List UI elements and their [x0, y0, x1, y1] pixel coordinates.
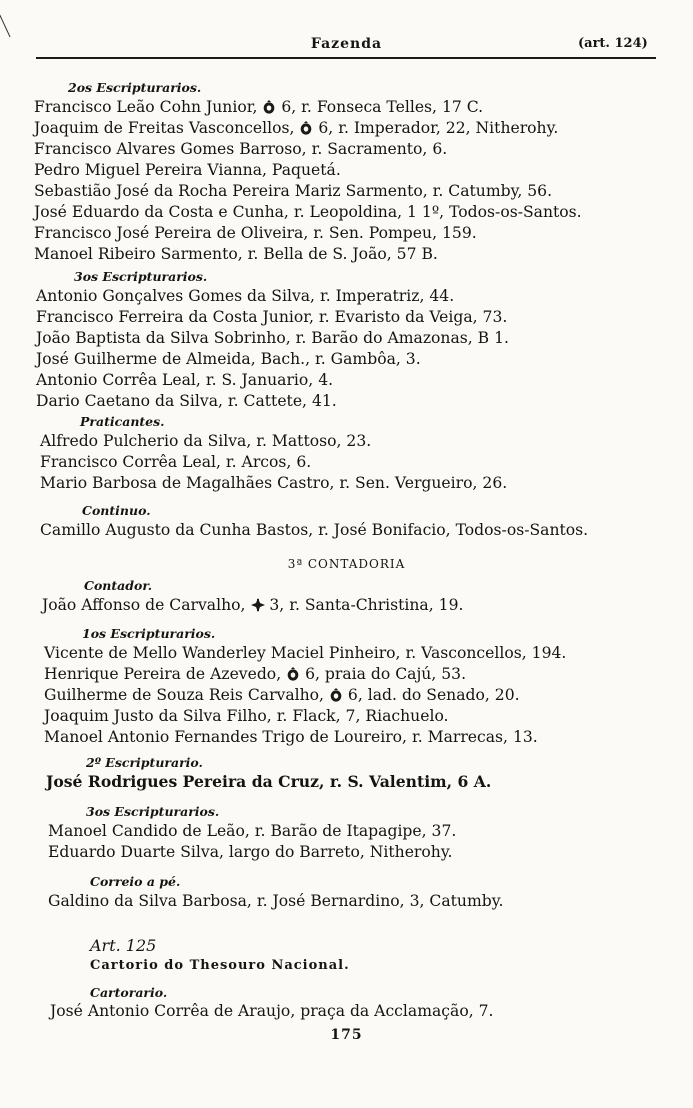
entry-text: João Affonso de Carvalho, [42, 596, 251, 614]
article-reference: (art. 124) [578, 36, 648, 51]
section-heading: 2º Escripturario. [86, 755, 203, 770]
entry-line: Manoel Candido de Leão, r. Barão de Itapagipe, 37. [48, 822, 457, 840]
entry-line [42, 596, 463, 614]
entry-line: Dario Caetano da Silva, r. Cattete, 41. [36, 392, 337, 410]
section-heading: Contador. [84, 578, 153, 593]
article-label: Art. 125 [90, 936, 157, 955]
entry-text: 6, r. Fonseca Telles, 17 C. [276, 98, 484, 116]
section-heading: 1os Escripturarios. [82, 626, 216, 641]
entry-text: 3, r. Santa-Christina, 19. [264, 596, 464, 614]
entry-line: Eduardo Duarte Silva, largo do Barreto, Nitherohy. [48, 843, 453, 861]
entry-line: Manoel Ribeiro Sarmento, r. Bella de S. João, 57 B. [34, 245, 438, 263]
entry-line: Alfredo Pulcherio da Silva, r. Mattoso, 23. [40, 432, 372, 450]
entry-line: José Rodrigues Pereira da Cruz, r. S. Valentim, 6 A. [46, 772, 492, 791]
entry-text: Francisco Leão Cohn Junior, [34, 98, 263, 116]
section-heading: Correio a pé. [90, 874, 181, 889]
entry-text: 6, r. Imperador, 22, Nitherohy. [313, 119, 559, 137]
entry-text: Guilherme de Souza Reis Carvalho, [44, 686, 329, 704]
entry-line: Sebastião José da Rocha Pereira Mariz Sarmento, r. Catumby, 56. [34, 182, 553, 200]
entry-text: Joaquim de Freitas Vasconcellos, [34, 119, 300, 137]
entry-line [34, 98, 483, 116]
maltese-cross-icon [251, 598, 263, 612]
entry-line: José Guilherme de Almeida, Bach., r. Gambôa, 3. [36, 350, 421, 368]
entry-line: Galdino da Silva Barbosa, r. José Bernardino, 3, Catumby. [48, 892, 504, 910]
entry-line: Francisco Corrêa Leal, r. Arcos, 6. [40, 453, 312, 471]
entry-line: João Baptista da Silva Sobrinho, r. Barão do Amazonas, B 1. [36, 329, 509, 347]
order-medal-icon [287, 667, 299, 681]
section-heading: Continuo. [82, 503, 151, 518]
section-heading: Cartorario. [90, 985, 168, 1000]
print-mark [0, 13, 11, 37]
section-heading: 3os Escripturarios. [74, 269, 208, 284]
entry-line: Pedro Miguel Pereira Vianna, Paquetá. [34, 161, 341, 179]
entry-line [44, 665, 466, 683]
entry-line: Antonio Gonçalves Gomes da Silva, r. Imperatriz, 44. [36, 287, 455, 305]
section-title: 3ª CONTADORIA [287, 557, 406, 571]
section-heading: 2os Escripturarios. [68, 80, 202, 95]
section-heading: Praticantes. [80, 414, 165, 429]
entry-text: Henrique Pereira de Azevedo, [44, 665, 287, 683]
entry-line: Antonio Corrêa Leal, r. S. Januario, 4. [36, 371, 334, 389]
header-rule [36, 57, 656, 59]
entry-line: Francisco José Pereira de Oliveira, r. Sen. Pompeu, 159. [34, 224, 477, 242]
running-head: Fazenda [310, 36, 383, 52]
entry-line: Vicente de Mello Wanderley Maciel Pinheiro, r. Vasconcellos, 194. [44, 644, 567, 662]
entry-line: Mario Barbosa de Magalhães Castro, r. Sen. Vergueiro, 26. [40, 474, 508, 492]
entry-line: Camillo Augusto da Cunha Bastos, r. José Bonifacio, Todos-os-Santos. [40, 521, 589, 539]
entry-line [44, 686, 520, 704]
entry-text: 6, praia do Cajú, 53. [300, 665, 467, 683]
entry-line [34, 119, 558, 137]
entry-text: 6, lad. do Senado, 20. [342, 686, 520, 704]
order-medal-icon [300, 121, 312, 135]
entry-line: Francisco Ferreira da Costa Junior, r. Evaristo da Veiga, 73. [36, 308, 508, 326]
page-number: 175 [330, 1027, 363, 1043]
entry-line: José Eduardo da Costa e Cunha, r. Leopoldina, 1 1º, Todos-os-Santos. [34, 203, 582, 221]
order-medal-icon [263, 100, 275, 114]
entry-line: Joaquim Justo da Silva Filho, r. Flack, 7, Riachuelo. [44, 707, 449, 725]
order-medal-icon [330, 688, 342, 702]
entry-line: José Antonio Corrêa de Araujo, praça da Acclamação, 7. [50, 1002, 494, 1020]
entry-line: Manoel Antonio Fernandes Trigo de Loureiro, r. Marrecas, 13. [44, 728, 538, 746]
article-title: Cartorio do Thesouro Nacional. [90, 958, 350, 973]
entry-line: Francisco Alvares Gomes Barroso, r. Sacramento, 6. [34, 140, 448, 158]
section-heading: 3os Escripturarios. [86, 804, 220, 819]
